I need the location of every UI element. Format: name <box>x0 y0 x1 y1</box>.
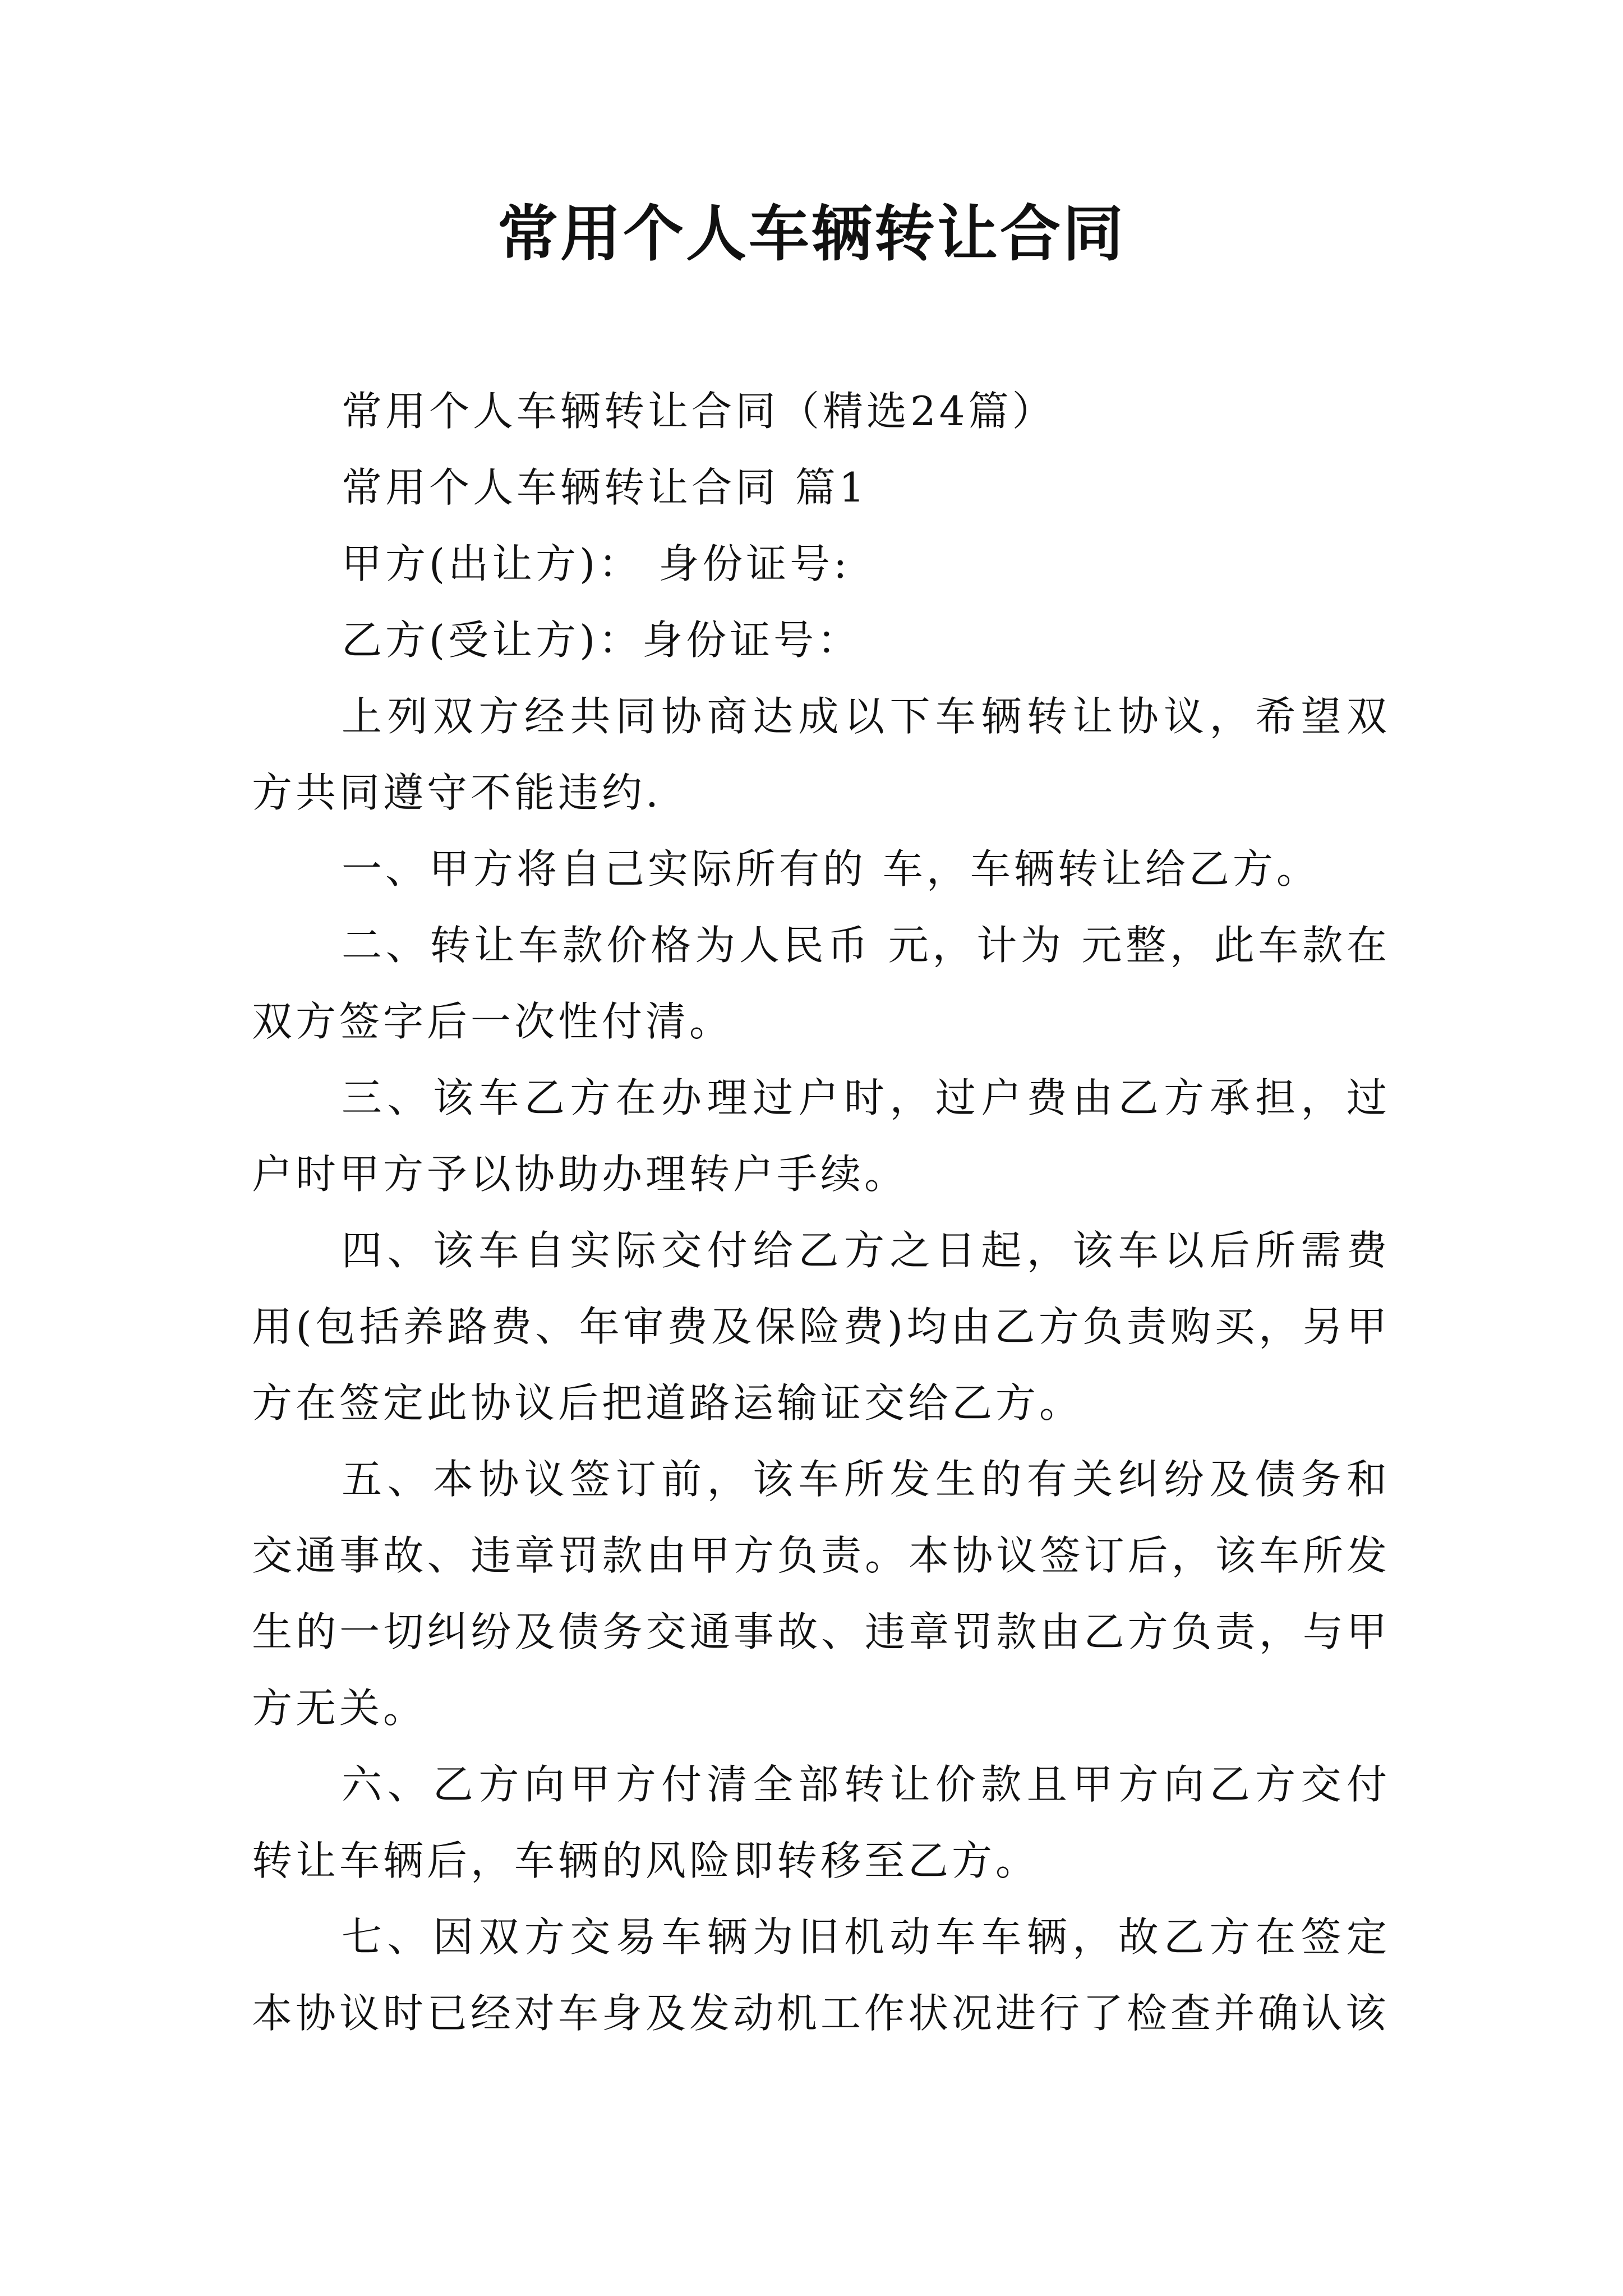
paragraph-clause-2: 二、转让车款价格为人民币 元，计为 元整，此车款在双方签字后一次性付清。 <box>252 922 1390 1045</box>
paragraph-clause-1: 一、甲方将自己实际所有的 车，车辆转让给乙方。 <box>342 845 1320 892</box>
paragraph-preamble: 上列双方经共同协商达成以下车辆转让协议，希望双方共同遵守不能违约. <box>252 693 1390 816</box>
paragraph-clause-3: 三、该车乙方在办理过户时，过户费由乙方承担，过户时甲方予以协助办理转户手续。 <box>252 1074 1390 1198</box>
paragraph-clause-7: 七、因双方交易车辆为旧机动车车辆，故乙方在签定本协议时已经对车身及发动机工作状况进行了检查并确认该 <box>252 1913 1390 2037</box>
paragraph-party-b: 乙方(受让方)：身份证号： <box>342 616 861 664</box>
paragraph-clause-4: 四、该车自实际交付给乙方之日起，该车以后所需费用(包括养路费、年审费及保险费)均由乙方负责购买，另甲方在签定此协议后把道路运输证交给乙方。 <box>252 1227 1390 1427</box>
document-body <box>252 373 1390 2051</box>
paragraph-clause-5: 五、本协议签订前，该车所发生的有关纠纷及债务和交通事故、违章罚款由甲方负责。本协议签订后，该车所发生的一切纠纷及债务交通事故、违章罚款由乙方负责，与甲方无关。 <box>252 1456 1390 1732</box>
paragraph-subtitle: 常用个人车辆转让合同（精选24篇） <box>342 388 1056 435</box>
document-title: 常用个人车辆转让合同 <box>497 199 1126 269</box>
paragraph-party-a: 甲方(出让方)： 身份证号: <box>342 540 851 587</box>
paragraph-section-heading: 常用个人车辆转让合同 篇1 <box>342 464 868 511</box>
paragraph-clause-6: 六、乙方向甲方付清全部转让价款且甲方向乙方交付转让车辆后，车辆的风险即转移至乙方。 <box>252 1761 1390 1884</box>
